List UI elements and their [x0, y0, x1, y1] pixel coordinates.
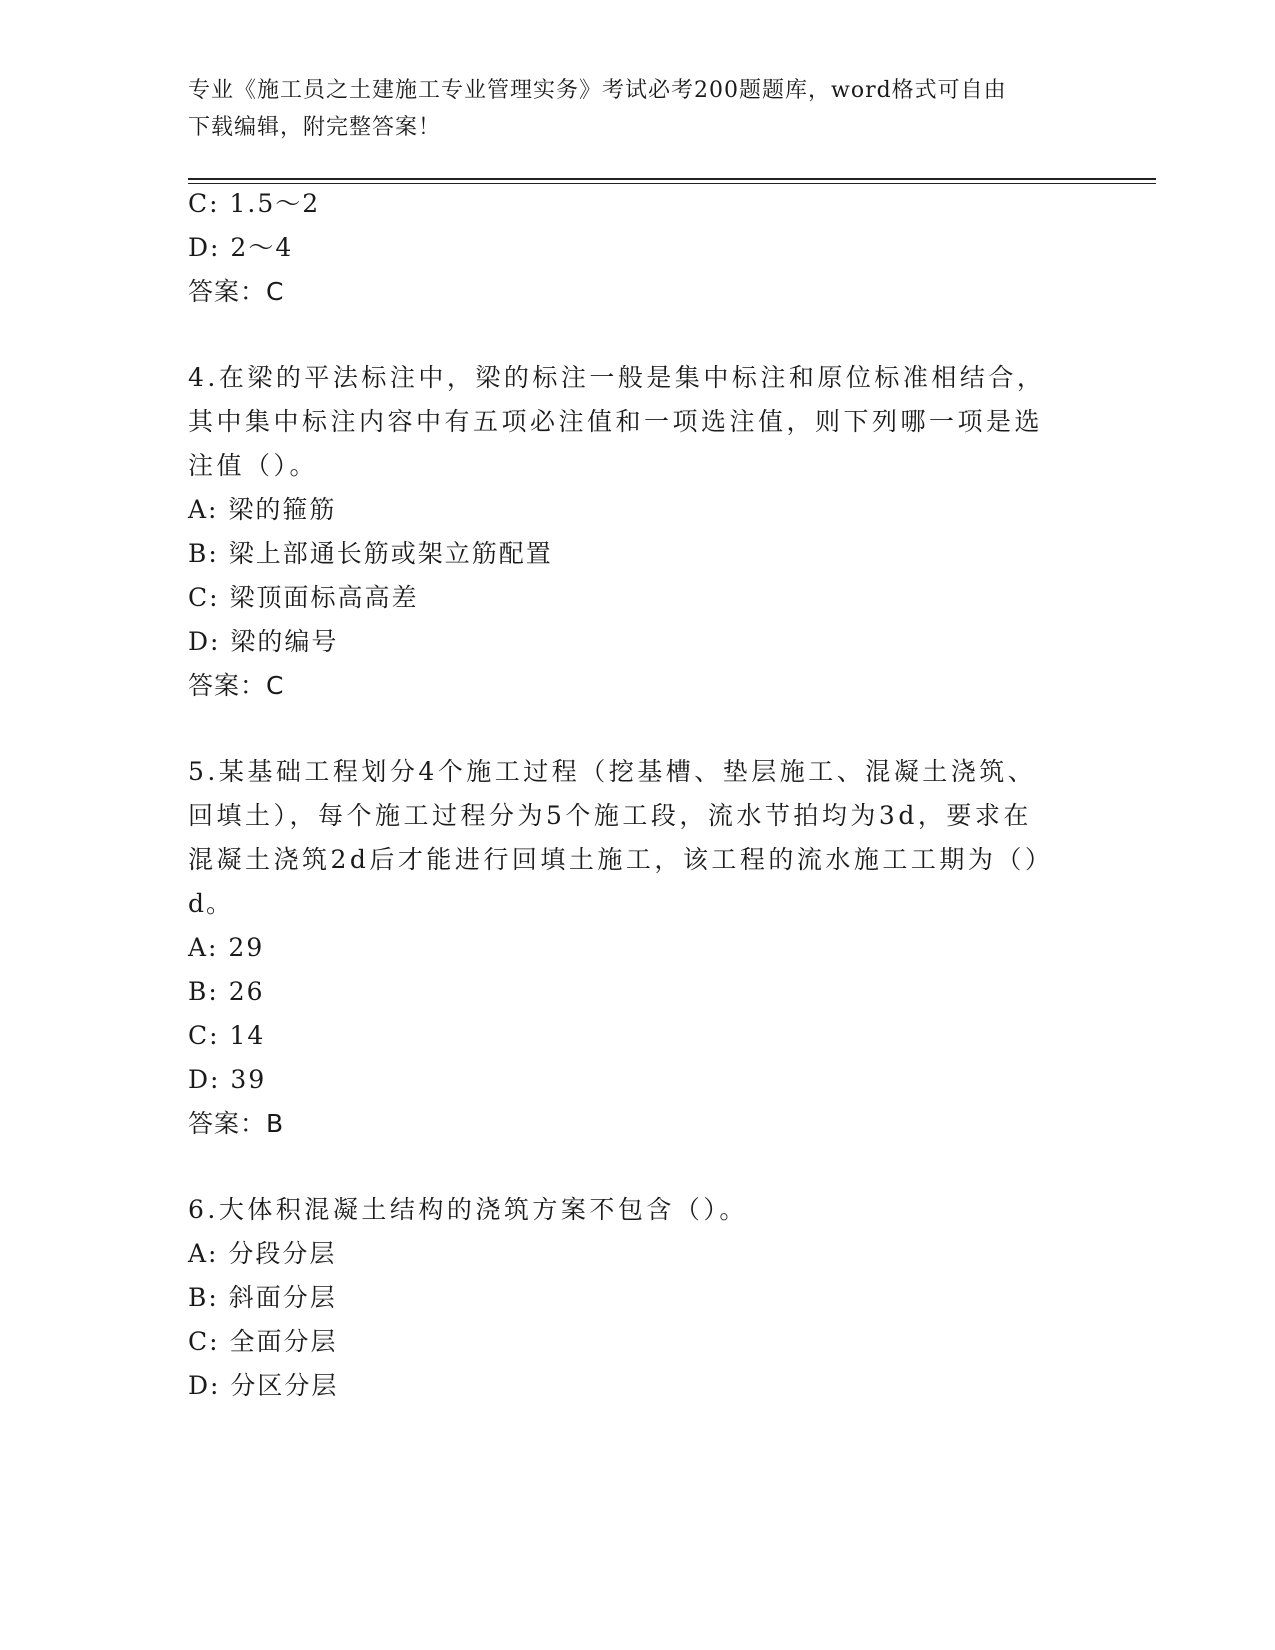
q4-stem-line-3: 注值（）。 [188, 451, 319, 480]
q5-option-c: C: 14 [188, 1021, 266, 1050]
header-title-line-1: 专业《施工员之土建施工专业管理实务》考试必考200题题库，word格式可自由 [188, 78, 1007, 103]
q6-option-c: C: 全面分层 [188, 1327, 338, 1356]
q6-option-b: B: 斜面分层 [188, 1283, 337, 1312]
q5-option-d: D: 39 [188, 1065, 267, 1094]
q6-stem-line-1: 6.大体积混凝土结构的浇筑方案不包含（）。 [188, 1195, 748, 1224]
q4-option-a: A: 梁的箍筋 [188, 495, 337, 524]
q6-option-d: D: 分区分层 [188, 1371, 339, 1400]
q4-answer: 答案：C [188, 671, 285, 700]
q4-option-c: C: 梁顶面标高高差 [188, 583, 419, 612]
q5-option-a: A: 29 [188, 933, 265, 962]
q3-answer: 答案：C [188, 277, 285, 306]
q5-stem-line-3: 混凝土浇筑2d后才能进行回填土施工，该工程的流水施工工期为（） [188, 845, 1054, 874]
header-divider-thin [188, 183, 1156, 184]
q3-option-d: D: 2～4 [188, 233, 294, 262]
header-divider-thick [188, 178, 1156, 180]
q5-answer: 答案：B [188, 1109, 285, 1138]
q6-option-a: A: 分段分层 [188, 1239, 337, 1268]
document-header [188, 72, 1068, 146]
header-title-line-2: 下载编辑，附完整答案！ [188, 115, 442, 140]
q5-stem-line-1: 5.某基础工程划分4个施工过程（挖基槽、垫层施工、混凝土浇筑、 [188, 757, 1037, 786]
q4-option-b: B: 梁上部通长筋或架立筋配置 [188, 539, 553, 568]
q5-stem-line-4: d。 [188, 889, 234, 918]
q4-stem-line-1: 4.在梁的平法标注中，梁的标注一般是集中标注和原位标准相结合， [188, 363, 1046, 392]
q3-option-c: C: 1.5～2 [188, 189, 321, 218]
q4-option-d: D: 梁的编号 [188, 627, 339, 656]
q5-option-b: B: 26 [188, 977, 265, 1006]
q4-stem-line-2: 其中集中标注内容中有五项必注值和一项选注值，则下列哪一项是选 [188, 407, 1044, 436]
q5-stem-line-2: 回填土），每个施工过程分为5个施工段，流水节拍均为3d，要求在 [188, 801, 1032, 830]
